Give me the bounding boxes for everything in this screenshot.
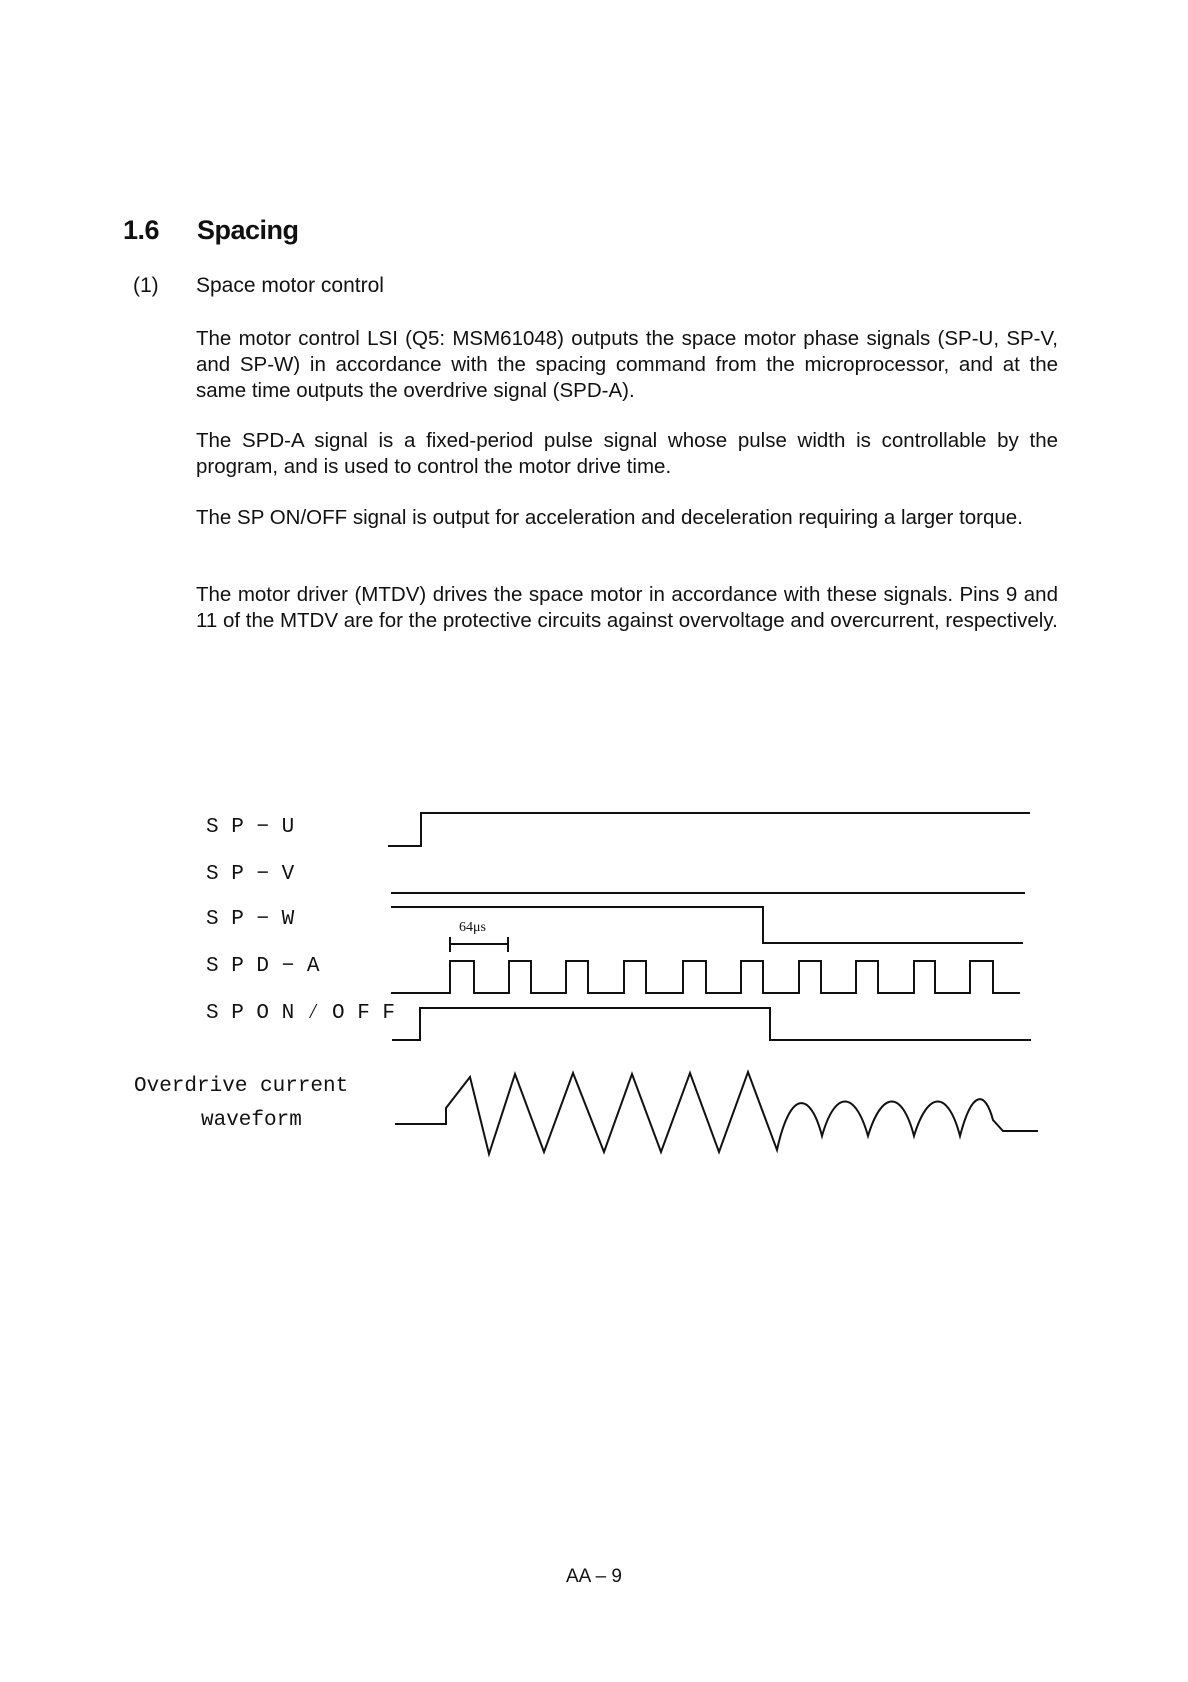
label-overdrive-current: Overdrive current xyxy=(134,1075,349,1098)
section-number: 1.6 xyxy=(123,215,160,245)
wave-overdrive-current xyxy=(395,1072,1038,1154)
label-sp-v: S P − V xyxy=(206,863,295,886)
subsection-title: Space motor control xyxy=(196,274,384,297)
label-spd-a: S P D − A xyxy=(206,955,320,978)
wave-spd-a xyxy=(391,961,1020,993)
paragraph-motor-control-lsi: The motor control LSI (Q5: MSM61048) outputs the space motor phase signals (SP-U, SP-V, and SP-W) in accordance with the spacing command from the microprocessor, and at the same time outputs the overdrive signal (SPD-A). xyxy=(196,327,1058,402)
label-sp-on-off: S P O N ⁄ O F F xyxy=(206,1002,396,1025)
page-number: AA – 9 xyxy=(566,1566,622,1587)
label-sp-u: S P − U xyxy=(206,816,295,839)
wave-sp-on-off xyxy=(392,1008,1031,1040)
label-waveform: waveform xyxy=(201,1109,302,1132)
section-title: Spacing xyxy=(197,215,299,245)
label-sp-w: S P − W xyxy=(206,908,295,931)
period-label: 64μs xyxy=(459,920,486,935)
paragraph-motor-driver: The motor driver (MTDV) drives the space motor in accordance with these signals. Pins 9 and 11 of the MTDV are for the protective circuits against overvoltage and overcurrent, respectively. xyxy=(196,583,1058,632)
paragraph-sp-on-off: The SP ON/OFF signal is output for acceleration and deceleration requiring a larger torque. xyxy=(196,506,1023,529)
period-marker xyxy=(450,937,508,952)
paragraph-spd-a-signal: The SPD-A signal is a fixed-period pulse signal whose pulse width is controllable by the program, and is used to control the motor drive time. xyxy=(196,429,1058,478)
wave-sp-u xyxy=(388,813,1030,846)
subsection-number: (1) xyxy=(133,274,159,297)
